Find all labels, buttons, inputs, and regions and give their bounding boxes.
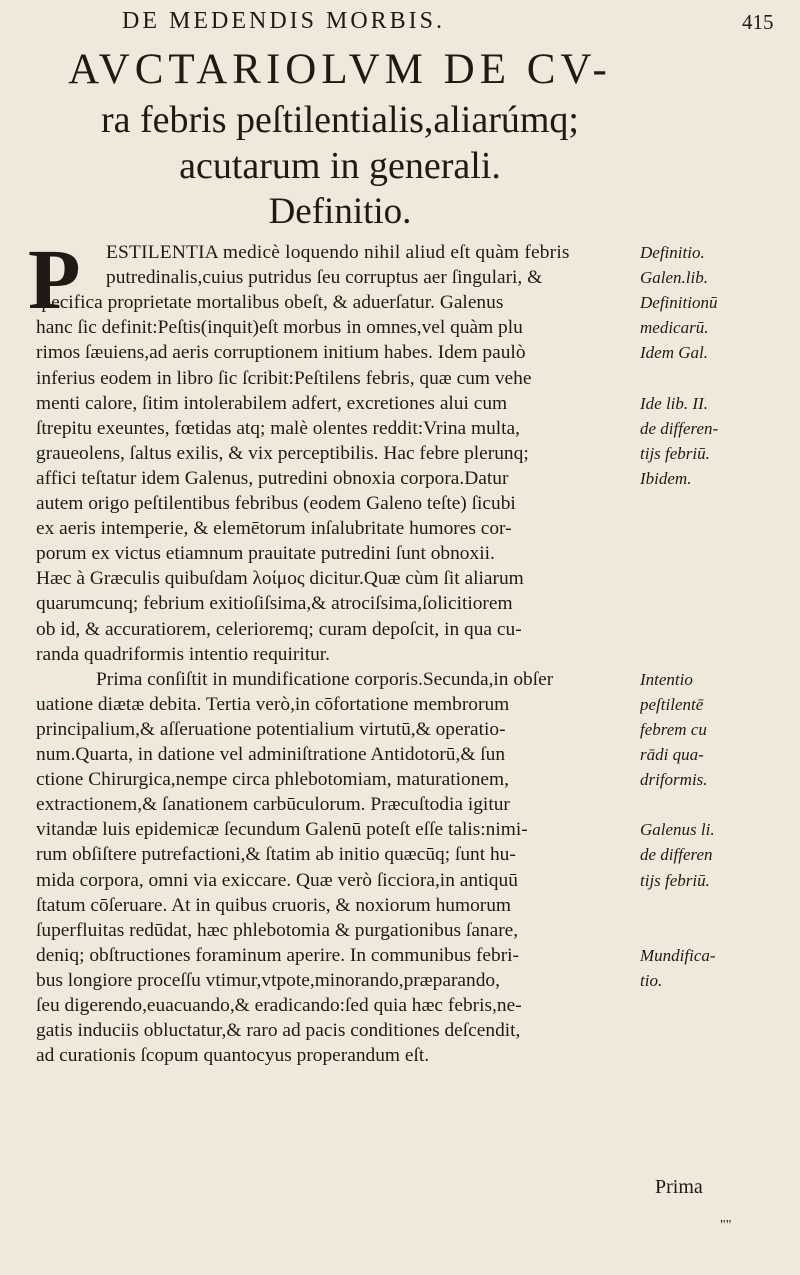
text-line: bus longiore proceſſu vtimur,vtpote,minorando,præparando, [36,970,500,991]
text-line: hanc ſic definit:Peſtis(inquit)eſt morbus in omnes,vel quàm plu [36,317,523,338]
margin-note: de differen [640,845,713,864]
text-line: randa quadriformis intentio requiritur. [36,644,331,665]
text-line: ſeu digerendo,euacuando,& eradicando:ſed quia hæc febris,ne- [36,995,522,1016]
margin-note: driformis. [640,770,708,789]
signature-mark: "" [720,1218,732,1233]
text-line: Prima conſiſtit in mundificatione corporis.Secunda,in obſer [96,669,554,690]
section-heading: Definitio. [268,191,412,232]
text-line: Hæc à Græculis quibuſdam λοίμος dicitur.Quæ cùm ſit aliarum [36,568,524,589]
text-line: rum obſiſtere putrefactioni,& ſtatim ab initio quæcūq; ſunt hu- [36,844,516,865]
title-line-1: AVCTARIOLVM DE CV- [68,46,612,93]
margin-note: Galen.lib. [640,268,708,287]
margin-note: medicarū. [640,318,709,337]
text-line: ctione Chirurgica,nempe circa phlebotomiam, maturationem, [36,769,509,790]
text-line: uatione diætæ debita. Tertia verò,in cōfortatione membrorum [36,694,510,715]
text-line: ex aeris intemperie, & elemētorum inſalubritate humores cor- [36,518,512,539]
text-line: deniq; obſtructiones foraminum aperire. In communibus febri- [36,945,520,966]
margin-note: tijs febriū. [640,444,710,463]
margin-note: de differen- [640,419,719,438]
margin-note: Definitionū [640,293,718,312]
text-line: ESTILENTIA medicè loquendo nihil aliud eſt quàm febris [106,242,570,263]
text-line: inferius eodem in libro ſic ſcribit:Peſtilens febris, quæ cum vehe [36,368,532,389]
margin-note: Definitio. [640,243,705,262]
title-line-2: ra febris peſtilentialis,aliarúmq; [100,99,579,141]
drop-cap: P [28,231,81,327]
text-line: vitandæ luis epidemicæ ſecundum Galenū poteſt eſſe talis:nimi- [36,819,528,840]
page-number: 415 [742,10,774,34]
text-line: graueolens, ſaltus exilis, & vix perceptibilis. Hac febre plerunq; [36,443,529,464]
text-line: principalium,& aſſeruatione potentialium virtutū,& operatio- [36,719,506,740]
text-line: gatis induciis obluctatur,& raro ad pacis conditiones deſcendit, [36,1020,521,1041]
text-line: ob id, & accuratiorem, celerioremq; curam depoſcit, in qua cu- [36,619,522,640]
text-line: num.Quarta, in datione vel adminiſtratione Antidotorū,& ſun [36,744,506,765]
margin-note: Mundifica- [640,946,716,965]
margin-note: Ibidem. [640,469,692,488]
text-line: menti calore, ſitim intolerabilem adfert, excretiones alui cum [36,393,508,414]
text-line: affici teſtatur idem Galenus, putredini obnoxia corpora.Datur [36,468,509,489]
margin-note: peſtilentē [640,695,704,714]
margin-note: tio. [640,971,663,990]
margin-note: Ide lib. II. [640,394,708,413]
text-line: autem origo peſtilentibus febribus (eodem Galeno teſte) ſicubi [36,493,516,514]
text-line: rimos ſæuiens,ad aeris corruptionem initium habes. Idem paulò [36,342,526,363]
running-head: DE MEDENDIS MORBIS. [122,8,446,34]
text-line: putredinalis,cuius putridus ſeu corruptus aer ſingulari, & [106,267,543,288]
margin-note: rādi qua- [640,745,704,764]
text-line: extractionem,& ſanationem carbūculorum. Præcuſtodia igitur [36,794,510,815]
text-line: ſtrepitu exeuntes, fœtidas atq; malè olentes reddit:Vrina multa, [36,418,520,439]
margin-note: febrem cu [640,720,707,739]
text-line: ſuperfluitas redūdat, hæc phlebotomia & purgationibus ſanare, [36,920,519,941]
margin-note: tijs febriū. [640,871,710,890]
text-line: ad curationis ſcopum quantocyus properandum eſt. [36,1045,430,1066]
chapter-title [20,48,660,230]
text-line: porum ex victus etiamnum prauitate putredini ſunt obnoxii. [36,543,495,564]
margin-note: Galenus li. [640,820,715,839]
margin-note: Intentio [640,670,693,689]
margin-note: Idem Gal. [640,343,708,362]
text-line: ſpecifica proprietate mortalibus obeſt, & aduerſatur. Galenus [36,292,504,313]
title-line-3: acutarum in generali. [179,145,501,187]
text-line: ſtatum cōſeruare. At in quibus cruoris, & noxiorum humorum [36,895,511,916]
catchword: Prima [655,1176,703,1198]
text-line: mida corpora, omni via exiccare. Quæ verò ſicciora,in antiquū [36,870,518,891]
text-line: quarumcunq; febrium exitioſiſsima,& atrociſsima,ſolicitiorem [36,593,513,614]
